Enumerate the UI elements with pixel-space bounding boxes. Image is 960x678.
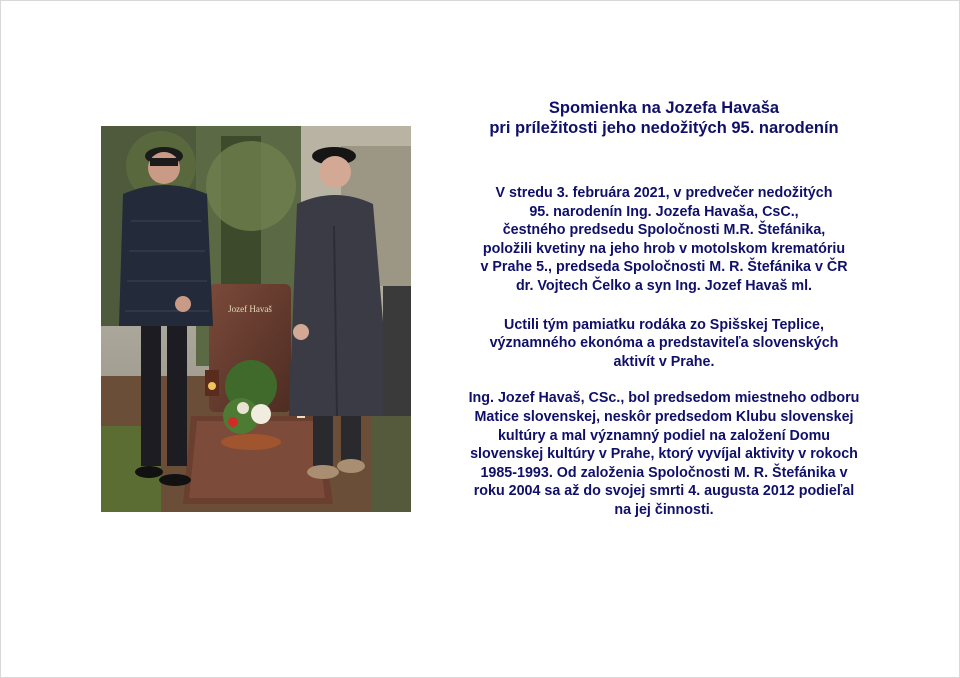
text-line: v Prahe 5., predseda Spoločnosti M. R. Štefánika v ČR	[480, 259, 848, 276]
text-line: významného ekonóma a predstaviteľa slovenských	[489, 335, 839, 352]
text-line: kultúry a mal významný podiel na založení Domu	[497, 427, 831, 444]
text-line: V stredu 3. februára 2021, v predvečer nedožitých	[495, 185, 833, 201]
text-line: na jej činnosti.	[614, 501, 714, 518]
title-line: pri príležitosti jeho nedožitých 95. narodenín	[489, 119, 839, 137]
memorial-text	[428, 98, 900, 520]
text-line: čestného predsedu Spoločnosti M.R. Štefánika,	[502, 222, 826, 239]
text-line: Uctili tým pamiatku rodáka zo Spišskej Teplice,	[504, 316, 824, 333]
text-line: slovenskej kultúry v Prahe, ktorý vyvíjal aktivity v rokoch	[470, 446, 858, 463]
title-line: Spomienka na Jozefa Havaša	[548, 99, 780, 117]
memorial-photo	[101, 126, 411, 512]
photo-illustration	[101, 126, 411, 512]
paragraph-biography	[428, 389, 900, 519]
text-line: 95. narodenín Ing. Jozefa Havaša, CsC.,	[529, 203, 799, 220]
text-line: aktivít v Prahe.	[613, 353, 715, 370]
text-line: 1985-1993. Od založenia Spoločnosti M. R. Štefánika v	[480, 464, 848, 481]
text-line: roku 2004 sa až do svojej smrti 4. augusta 2012 podieľal	[473, 483, 855, 500]
paragraph-tribute	[428, 316, 900, 372]
gravestone-inscription: Jozef Havaš	[228, 304, 272, 314]
text-line: dr. Vojtech Čelko a syn Ing. Jozef Havaš ml.	[515, 277, 813, 294]
text-line: Matice slovenskej, neskôr predsedom Klubu slovenskej	[474, 408, 854, 425]
page-title	[428, 98, 900, 138]
text-line: položili kvetiny na jeho hrob v motolskom krematóriu	[482, 240, 846, 257]
text-line: Ing. Jozef Havaš, CSc., bol predsedom miestneho odboru	[468, 390, 860, 407]
paragraph-ceremony	[428, 184, 900, 296]
